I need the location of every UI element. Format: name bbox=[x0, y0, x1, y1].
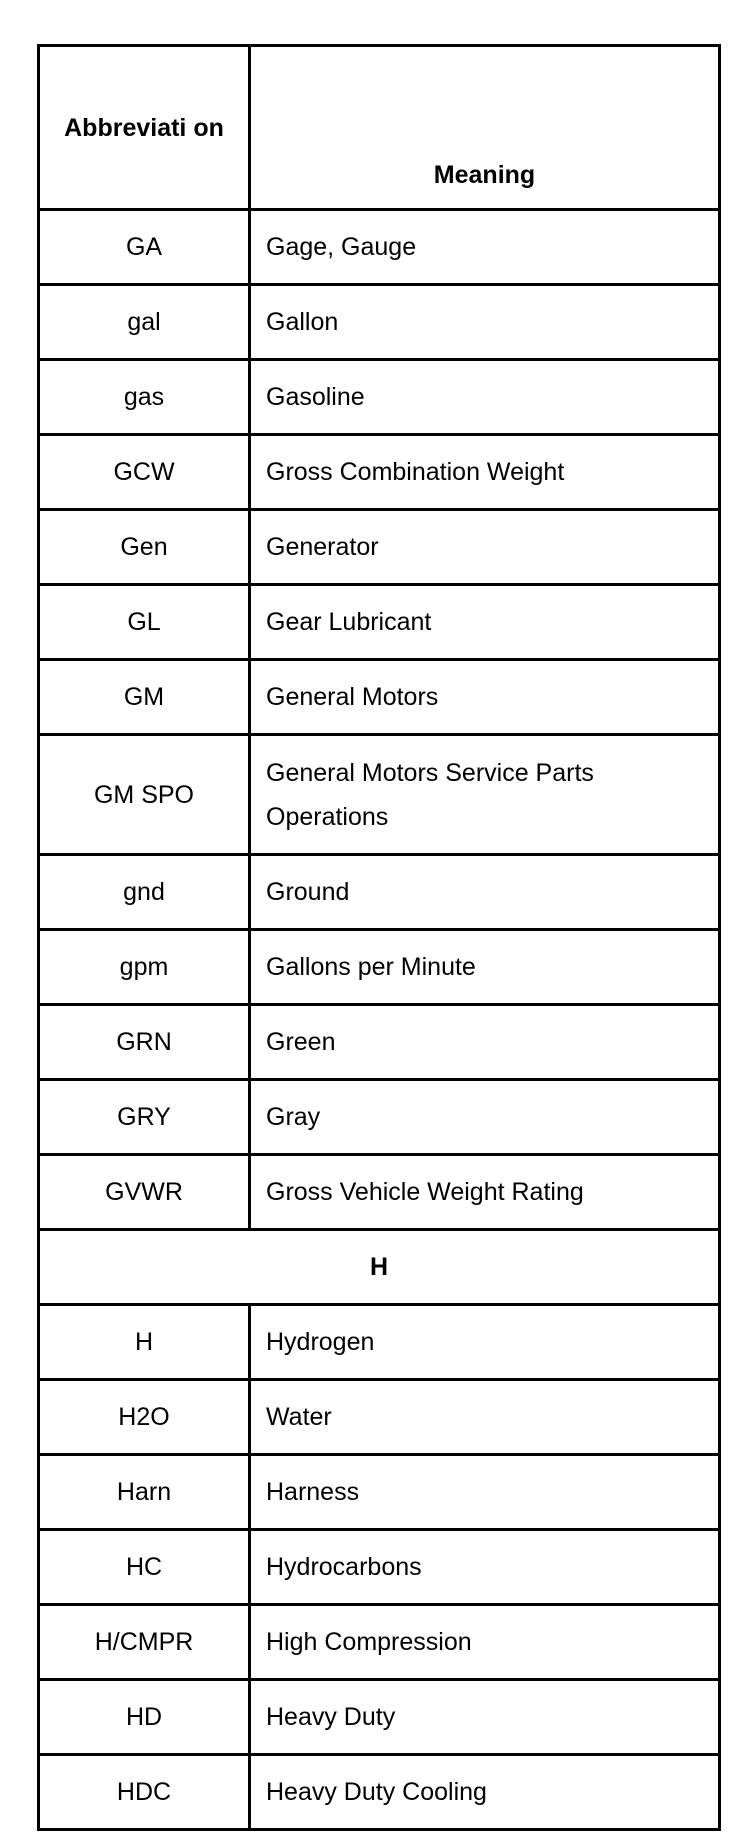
table-row bbox=[39, 660, 720, 735]
table-row bbox=[39, 435, 720, 510]
section-letter-heading: H bbox=[39, 1230, 720, 1305]
abbreviation-cell: gpm bbox=[39, 930, 250, 1005]
table-row bbox=[39, 1755, 720, 1830]
table-row bbox=[39, 1005, 720, 1080]
abbreviation-cell: HDC bbox=[39, 1755, 250, 1830]
meaning-cell: General Motors Service Parts Operations bbox=[250, 735, 720, 855]
meaning-cell: Green bbox=[250, 1005, 720, 1080]
table-row bbox=[39, 510, 720, 585]
abbreviation-cell: gnd bbox=[39, 855, 250, 930]
section-header-row bbox=[39, 1230, 720, 1305]
abbreviation-cell: H bbox=[39, 1305, 250, 1380]
abbreviation-cell: GM bbox=[39, 660, 250, 735]
abbreviation-table bbox=[37, 44, 721, 1831]
abbreviation-cell: GM SPO bbox=[39, 735, 250, 855]
meaning-cell: Hydrogen bbox=[250, 1305, 720, 1380]
table-row bbox=[39, 285, 720, 360]
meaning-cell: Hydrocarbons bbox=[250, 1530, 720, 1605]
meaning-cell: Gallons per Minute bbox=[250, 930, 720, 1005]
meaning-cell: General Motors bbox=[250, 660, 720, 735]
meaning-cell: Gray bbox=[250, 1080, 720, 1155]
table-row bbox=[39, 210, 720, 285]
table-row bbox=[39, 1080, 720, 1155]
meaning-cell: Harness bbox=[250, 1455, 720, 1530]
meaning-cell: Gross Vehicle Weight Rating bbox=[250, 1155, 720, 1230]
meaning-cell: Gasoline bbox=[250, 360, 720, 435]
table-row bbox=[39, 1305, 720, 1380]
meaning-cell: Gage, Gauge bbox=[250, 210, 720, 285]
table-row bbox=[39, 930, 720, 1005]
abbreviation-cell: H/CMPR bbox=[39, 1605, 250, 1680]
table-row bbox=[39, 1455, 720, 1530]
table-row bbox=[39, 1680, 720, 1755]
abbreviation-cell: HD bbox=[39, 1680, 250, 1755]
table-row bbox=[39, 585, 720, 660]
meaning-cell: Gear Lubricant bbox=[250, 585, 720, 660]
meaning-cell: Ground bbox=[250, 855, 720, 930]
abbreviation-cell: GA bbox=[39, 210, 250, 285]
meaning-column-header: Meaning bbox=[250, 46, 720, 210]
abbreviation-cell: GCW bbox=[39, 435, 250, 510]
abbreviation-cell: GVWR bbox=[39, 1155, 250, 1230]
meaning-cell: Heavy Duty bbox=[250, 1680, 720, 1755]
abbreviation-cell: Gen bbox=[39, 510, 250, 585]
table-row bbox=[39, 1380, 720, 1455]
table-row bbox=[39, 735, 720, 855]
table-row bbox=[39, 1155, 720, 1230]
abbreviation-cell: gas bbox=[39, 360, 250, 435]
meaning-cell: Gallon bbox=[250, 285, 720, 360]
table-row bbox=[39, 1530, 720, 1605]
abbreviation-cell: gal bbox=[39, 285, 250, 360]
table-row bbox=[39, 1605, 720, 1680]
table-row bbox=[39, 855, 720, 930]
meaning-cell: Gross Combination Weight bbox=[250, 435, 720, 510]
abbreviation-column-header: Abbreviati on bbox=[39, 46, 250, 210]
abbreviation-cell: GRY bbox=[39, 1080, 250, 1155]
header-row bbox=[39, 46, 720, 210]
meaning-cell: Heavy Duty Cooling bbox=[250, 1755, 720, 1830]
abbreviation-cell: H2O bbox=[39, 1380, 250, 1455]
abbreviation-cell: GRN bbox=[39, 1005, 250, 1080]
meaning-cell: Water bbox=[250, 1380, 720, 1455]
abbreviation-cell: GL bbox=[39, 585, 250, 660]
meaning-cell: Generator bbox=[250, 510, 720, 585]
abbreviation-cell: Harn bbox=[39, 1455, 250, 1530]
abbreviation-cell: HC bbox=[39, 1530, 250, 1605]
meaning-cell: High Compression bbox=[250, 1605, 720, 1680]
table-row bbox=[39, 360, 720, 435]
